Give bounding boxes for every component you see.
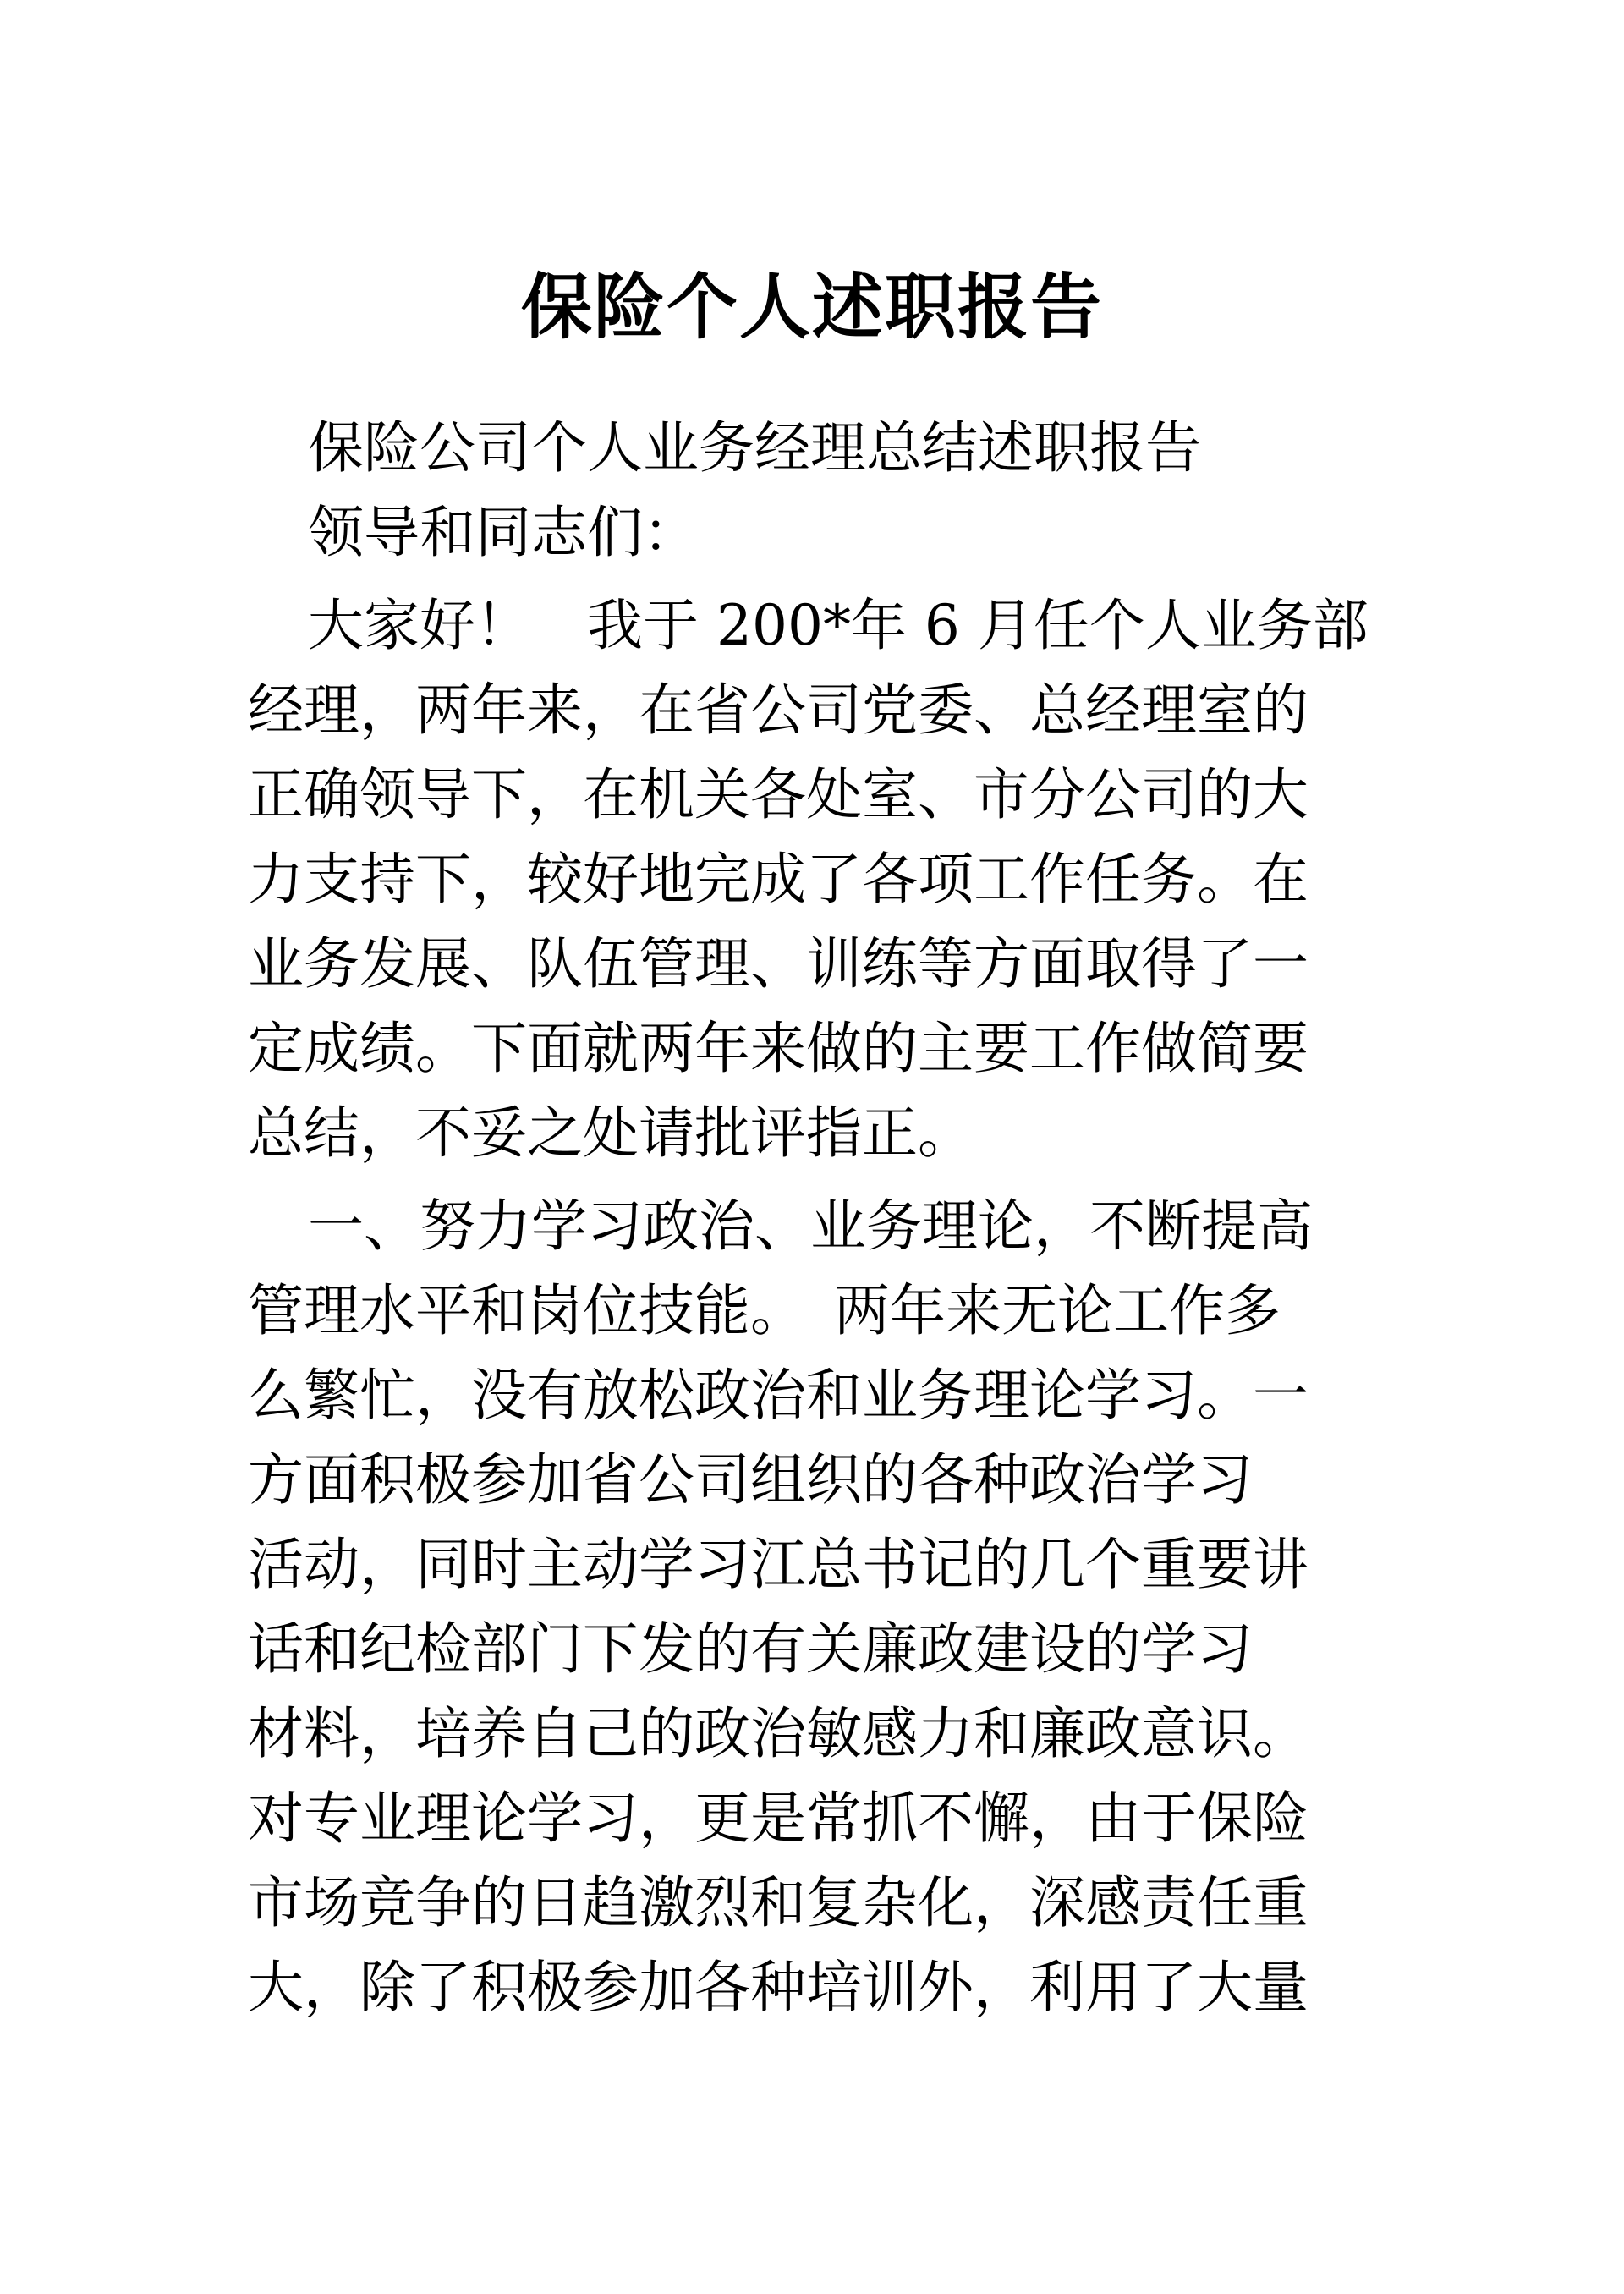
body-line-16: 大，除了积极参加各种培训外，利用了大量 (248, 1955, 1309, 2020)
body-line-12: 话和纪检部门下发的有关廉政建设的学习 (248, 1616, 1253, 1682)
body-line-7: 总结，不妥之处请批评指正。 (248, 1100, 974, 1166)
body-line-3: 正确领导下，在机关各处室、市分公司的大 (248, 762, 1309, 827)
body-line-4: 力支持下，较好地完成了各项工作任务。在 (248, 847, 1309, 912)
body-line-5: 业务发展、队伍管理、训练等方面取得了一 (248, 931, 1309, 996)
body-line-15: 市场竞争的日趋激烈和复杂化，深感责任重 (248, 1870, 1309, 1935)
body-line-13: 材料，培养自己的政治敏感力和廉政意识。 (248, 1701, 1309, 1766)
body-line-8: 管理水平和岗位技能。 两年来无论工作多 (248, 1278, 1281, 1343)
body-line-2: 经理，两年来，在省公司党委、总经理室的 (248, 678, 1309, 743)
body-line-14: 对专业理论学习，更是常抓不懈，由于保险 (248, 1786, 1309, 1851)
body-line-6: 定成绩。下面就两年来做的主要工作做简要 (248, 1016, 1309, 1081)
body-line-1: 大家好！ 我于 200*年 6 月任个人业务部 (308, 593, 1369, 658)
section-heading-line: 一、努力学习政治、业务理论，不断提高 (308, 1194, 1313, 1259)
body-line-11: 活动，同时主动学习江总书记的几个重要讲 (248, 1532, 1309, 1597)
greeting-line: 领导和同志们： (308, 500, 699, 565)
body-line-10: 方面积极参加省公司组织的各种政治学习 (248, 1447, 1253, 1512)
subtitle-line: 保险公司个人业务经理总结述职报告 (308, 415, 1201, 480)
body-line-9: 么繁忙，没有放松政治和业务理论学习。一 (248, 1363, 1309, 1428)
page-title: 保险个人述职报告 (520, 265, 1103, 349)
